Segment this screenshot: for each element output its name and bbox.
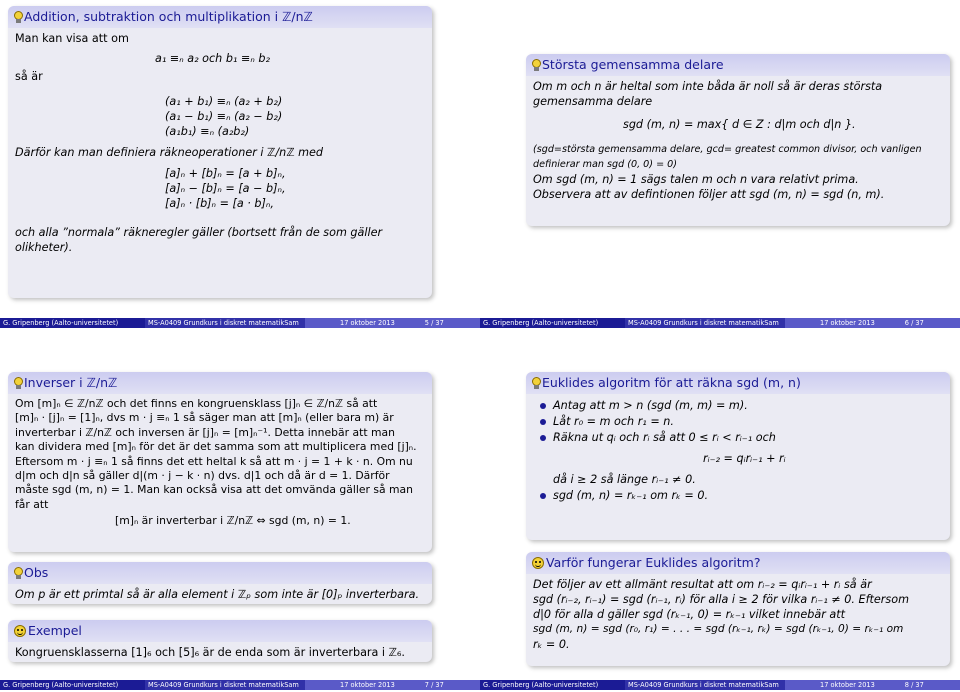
intro-text: Man kan visa att om	[15, 32, 129, 45]
footer-author: G. Gripenberg (Aalto-universitetet)	[0, 318, 145, 328]
footer-course: MS-A0409 Grundkurs i diskret matematikSam	[145, 318, 305, 328]
obs-block	[8, 562, 432, 604]
inv-line-7: måste sgd (m, n) = 1. Man kan också visa att det omvända gäller så man	[15, 483, 413, 497]
block-title: Exempel	[8, 620, 432, 642]
inv-line-6: d|m och d|n så gäller d|(m · j − k · n) dvs. d|1 och då är d = 1. Därför	[15, 469, 390, 483]
smiley-icon	[14, 625, 26, 637]
footer-date-page: 17 oktober 2013 6 / 37	[785, 318, 960, 328]
footer	[0, 318, 480, 328]
why-line-4: sgd (m, n) = sgd (r₀, r₁) = . . . = sgd (rₖ₋₁, rₖ) = sgd (rₖ₋₁, 0) = rₖ₋₁ om	[533, 623, 904, 635]
def-line-1: Om m och n är heltal som inte båda är noll så är deras största	[533, 80, 883, 93]
block-title: Inverser i ℤ/nℤ	[8, 372, 432, 394]
sgd-formula: sgd (m, n) = max{ d ∈ Z : d|m och d|n }.	[623, 118, 856, 131]
outro-line-1: och alla ”normala” räkneregler gäller (bortsett från de som gäller	[15, 226, 383, 239]
op-add: [a]ₙ + [b]ₙ = [a + b]ₙ,	[165, 167, 286, 180]
lightbulb-icon	[532, 59, 541, 71]
smiley-icon	[532, 557, 544, 569]
block-title: Euklides algoritm för att räkna sgd (m, n)	[526, 372, 950, 394]
footer	[480, 680, 960, 690]
relation-mul: (a₁b₁) ≡ₙ (a₂b₂)	[165, 125, 250, 138]
addition-block	[8, 6, 432, 298]
coprime-line: Om sgd (m, n) = 1 sägs talen m och n vara relativt prima.	[533, 173, 859, 186]
define-text: Därför kan man definiera räkneoperationer i ℤ/nℤ med	[15, 146, 323, 159]
op-sub: [a]ₙ − [b]ₙ = [a − b]ₙ,	[165, 182, 286, 195]
footer-course: MS-A0409 Grundkurs i diskret matematikSam	[625, 318, 785, 328]
hypothesis: a₁ ≡ₙ a₂ och b₁ ≡ₙ b₂	[155, 52, 270, 65]
block-title: Varför fungerar Euklides algoritm?	[526, 552, 950, 574]
example-block	[8, 620, 432, 662]
sgd-block	[526, 54, 950, 226]
slide-7	[0, 346, 480, 692]
footer-course: MS-A0409 Grundkurs i diskret matematikSam	[145, 680, 305, 690]
inv-line-8: får att	[15, 497, 49, 511]
euklides-block	[526, 372, 950, 540]
inv-line-5: Eftersom m · j ≡ₙ 1 så finns det ett heltal k så att m · j = 1 + k · n. Om nu	[15, 454, 413, 468]
sa-ar-text: så är	[15, 70, 43, 83]
outro-line-2: olikheter).	[15, 241, 73, 254]
block-title: Obs	[8, 562, 432, 584]
block-body	[526, 394, 950, 508]
why-line-3: d|0 för alla d gäller sgd (rₖ₋₁, 0) = rₖ₋₁ vilket innebär att	[533, 608, 845, 621]
inv-formula: [m]ₙ är inverterbar i ℤ/nℤ ⇔ sgd (m, n) = 1.	[115, 514, 351, 528]
inverser-block	[8, 372, 432, 552]
why-line-1: Det följer av ett allmänt resultat att om rᵢ₋₂ = qᵢrᵢ₋₁ + rᵢ så är	[533, 578, 872, 591]
slide-5	[0, 0, 480, 346]
obs-text: Om p är ett primtal så är alla element i ℤₚ som inte är [0]ₚ inverterbara.	[15, 588, 420, 601]
inv-line-2: [m]ₙ · [j]ₙ = [1]ₙ, dvs m · j ≡ₙ 1 så säger man att [m]ₙ (eller bara m) är	[15, 411, 394, 425]
list-item: Räkna ut qᵢ och rᵢ så att 0 ≤ rᵢ < rᵢ₋₁ och rᵢ₋₂ = qᵢrᵢ₋₁ + rᵢ då i ≥ 2 så länge rᵢ₋₁ ≠ 0.	[533, 430, 944, 487]
block-title: Största gemensamma delare	[526, 54, 950, 76]
relation-add: (a₁ + b₁) ≡ₙ (a₂ + b₂)	[165, 95, 283, 108]
recurrence-formula: rᵢ₋₂ = qᵢrᵢ₋₁ + rᵢ	[703, 452, 786, 465]
example-text: Kongruensklasserna [1]₆ och [5]₆ är de enda som är inverterbara i ℤ₆.	[15, 646, 405, 659]
slide-6	[480, 0, 960, 346]
why-line-2: sgd (rᵢ₋₂, rᵢ₋₁) = sgd (rᵢ₋₁, rᵢ) för alla i ≥ 2 för vilka rᵢ₋₁ ≠ 0. Eftersom	[533, 593, 909, 606]
list-item: Antag att m > n (sgd (m, m) = m).	[533, 398, 944, 413]
lightbulb-icon	[532, 377, 541, 389]
footer-date-page: 17 oktober 2013 8 / 37	[785, 680, 960, 690]
lightbulb-icon	[14, 11, 23, 23]
why-line-5: rₖ = 0.	[533, 638, 570, 651]
inv-line-3: inverterbar i ℤ/nℤ och inversen är [j]ₙ = [m]ₙ⁻¹. Detta innebär att man	[15, 425, 395, 439]
list-item: Låt r₀ = m och r₁ = n.	[533, 414, 944, 429]
slide-8	[480, 346, 960, 692]
footer-course: MS-A0409 Grundkurs i diskret matematikSam	[625, 680, 785, 690]
footer-author: G. Gripenberg (Aalto-universitetet)	[0, 680, 145, 690]
lightbulb-icon	[14, 377, 23, 389]
footer-author: G. Gripenberg (Aalto-universitetet)	[480, 318, 625, 328]
inv-line-4: kan dividera med [m]ₙ för det är det samma som att multiplicera med [j]ₙ.	[15, 440, 417, 454]
block-body	[8, 394, 432, 533]
footer	[0, 680, 480, 690]
block-body	[8, 28, 432, 259]
note-line-1: (sgd=största gemensamma delare, gcd= greatest common divisor, och vanligen	[533, 144, 922, 155]
relation-sub: (a₁ − b₁) ≡ₙ (a₂ − b₂)	[165, 110, 283, 123]
lightbulb-icon	[14, 567, 23, 579]
inv-line-1: Om [m]ₙ ∈ ℤ/nℤ och det finns en kongruensklass [j]ₙ ∈ ℤ/nℤ så att	[15, 397, 378, 410]
footer	[480, 318, 960, 328]
block-title: Addition, subtraktion och multiplikation i ℤ/nℤ	[8, 6, 432, 28]
block-body	[8, 642, 432, 662]
footer-author: G. Gripenberg (Aalto-universitetet)	[480, 680, 625, 690]
footer-date-page: 17 oktober 2013 7 / 37	[305, 680, 480, 690]
symmetry-line: Observera att av defintionen följer att sgd (m, n) = sgd (n, m).	[533, 188, 885, 201]
block-body	[526, 574, 950, 656]
def-line-2: gemensamma delare	[533, 95, 653, 108]
note-line-2: definierar man sgd (0, 0) = 0)	[533, 159, 678, 170]
block-body	[8, 584, 432, 604]
block-body	[526, 76, 950, 206]
footer-date-page: 17 oktober 2013 5 / 37	[305, 318, 480, 328]
euklides-steps	[533, 398, 944, 503]
list-item: sgd (m, n) = rₖ₋₁ om rₖ = 0.	[533, 488, 944, 503]
op-mul: [a]ₙ · [b]ₙ = [a · b]ₙ,	[165, 197, 274, 210]
why-block	[526, 552, 950, 666]
